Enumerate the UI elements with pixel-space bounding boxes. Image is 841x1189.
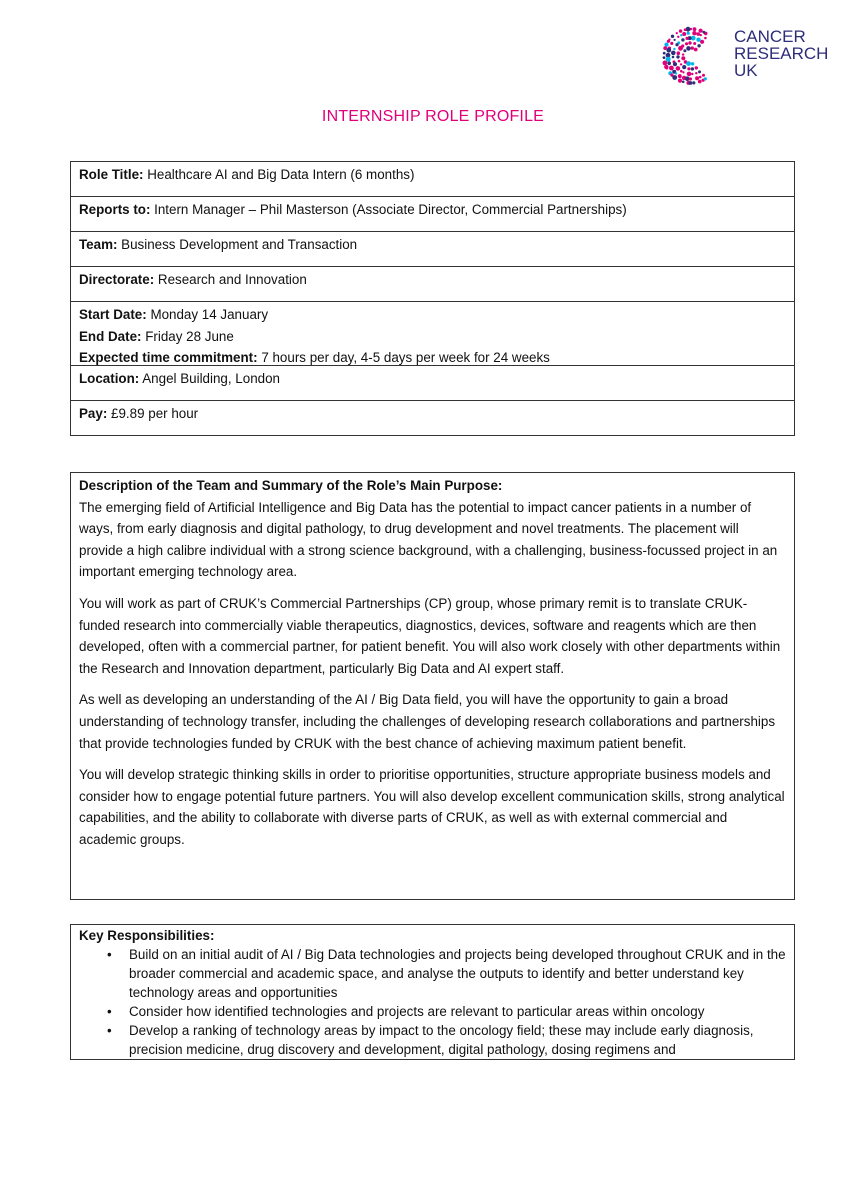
logo-dot bbox=[695, 72, 697, 74]
end-date-value: Friday 28 June bbox=[141, 328, 234, 344]
location-row bbox=[71, 366, 794, 401]
end-date-label: End Date: bbox=[79, 328, 142, 344]
logo-dot bbox=[678, 79, 682, 83]
list-item bbox=[79, 945, 786, 1002]
logo-dot bbox=[698, 70, 701, 73]
logo-dot bbox=[687, 32, 690, 35]
logo-dot bbox=[678, 60, 681, 63]
logo-line-cancer: CANCER bbox=[734, 27, 806, 46]
logo-dot bbox=[687, 72, 692, 77]
logo-dot bbox=[664, 43, 668, 47]
responsibilities-heading: Key Responsibilities: bbox=[79, 928, 215, 943]
logo-dot bbox=[688, 41, 691, 44]
logo-dot bbox=[683, 49, 686, 52]
key-responsibilities-box bbox=[70, 924, 795, 1060]
logo-dot bbox=[702, 31, 705, 34]
responsibilities-list bbox=[79, 945, 786, 1059]
description-paragraph-2: You will work as part of CRUK’s Commercial Partnerships (CP) group, whose primary remit is to translate CRUK-funded research into commercially viable therapeutics, diagnostics, devices, software and reagents which are then developed, often with a commercial partner, for patient benefit. You will also work closely with other departments within the Research and Innovation department, particularly Big Data and AI expert staff. bbox=[79, 595, 781, 676]
pay-label: Pay: bbox=[79, 406, 108, 421]
team-value: Business Development and Transaction bbox=[117, 237, 358, 252]
list-item-text: Consider how identified technologies and projects are relevant to particular areas within oncology bbox=[129, 1004, 705, 1019]
logo-dot bbox=[678, 74, 682, 78]
directorate-row bbox=[71, 267, 794, 302]
logo-dot bbox=[704, 37, 707, 40]
role-title-value: Healthcare AI and Big Data Intern (6 months) bbox=[143, 167, 415, 182]
logo-dot bbox=[666, 57, 671, 62]
logo-dot bbox=[673, 62, 677, 66]
team-row bbox=[71, 232, 794, 267]
role-title-row bbox=[71, 162, 794, 197]
bullet-icon: • bbox=[107, 1004, 112, 1019]
logo-dot bbox=[694, 48, 698, 52]
list-item bbox=[79, 1021, 786, 1059]
logo-dot bbox=[676, 32, 678, 34]
pay-value: £9.89 per hour bbox=[107, 406, 199, 421]
logo-dot bbox=[693, 42, 696, 45]
end-date-line bbox=[79, 326, 786, 348]
reports-to-row bbox=[71, 197, 794, 232]
role-title-label: Role Title: bbox=[79, 167, 144, 182]
logo-dot bbox=[667, 62, 671, 66]
logo-dot bbox=[671, 51, 676, 56]
logo-line-research: RESEARCH bbox=[734, 44, 829, 63]
logo-dot bbox=[680, 34, 682, 36]
logo-dot bbox=[704, 77, 707, 80]
logo-dot bbox=[696, 38, 700, 42]
role-details-table bbox=[70, 161, 795, 436]
start-date-line bbox=[79, 304, 786, 326]
pay-row bbox=[71, 401, 794, 435]
logo-dot bbox=[696, 32, 700, 36]
logo-dot bbox=[691, 67, 694, 70]
logo-dot bbox=[686, 46, 691, 51]
logo-dot bbox=[685, 42, 688, 45]
location-label: Location: bbox=[79, 371, 140, 386]
description-paragraph-1: The emerging field of Artificial Intelligence and Big Data has the potential to impact cancer patients in a number of ways, from early diagnosis and digital pathology, to drug development and novel treatments. The placement will provide a high calibre individual with a strong science background, with a challenging, business-focussed project in an important emerging technology area. bbox=[79, 499, 778, 580]
logo-dot bbox=[702, 74, 705, 77]
description-paragraph-3: As well as developing an understanding of the AI / Big Data field, you will have the opportunity to gain a broad understanding of technology transfer, including the challenges of developing research collaborations and partnerships that provide technologies funded by CRUK with the best chance of achieving maximum patient benefit. bbox=[79, 692, 776, 751]
logo-dot bbox=[679, 29, 682, 32]
reports-to-label: Reports to: bbox=[79, 202, 151, 217]
logo-dot bbox=[678, 46, 683, 51]
role-description-box bbox=[70, 472, 795, 900]
logo-dot bbox=[699, 29, 703, 33]
description-paragraph-4: You will develop strategic thinking skills in order to prioritise opportunities, structure appropriate business models and consider how to engage potential future partners. You will also develop excellent communication skills, strong analytical capabilities, and the ability to collaborate with diverse parts of CRUK, as well as with external commercial and academic groups. bbox=[79, 767, 785, 847]
cruk-logo-text bbox=[734, 28, 828, 79]
logo-dot bbox=[675, 43, 678, 46]
logo-dot bbox=[698, 80, 702, 84]
logo-dot bbox=[691, 73, 693, 75]
logo-dot bbox=[686, 61, 691, 66]
logo-dot bbox=[680, 63, 682, 65]
logo-dot bbox=[667, 40, 670, 43]
team-label: Team: bbox=[79, 237, 118, 252]
directorate-label: Directorate: bbox=[79, 272, 155, 287]
logo-dot bbox=[681, 56, 685, 60]
logo-dot bbox=[692, 81, 695, 84]
dates-row bbox=[71, 302, 794, 366]
logo-dot bbox=[682, 53, 684, 55]
logo-dot bbox=[677, 51, 681, 55]
logo-dot bbox=[684, 28, 687, 31]
logo-dot bbox=[680, 70, 683, 73]
logo-dot bbox=[695, 76, 699, 80]
logo-dot bbox=[676, 55, 679, 58]
logo-dot bbox=[663, 56, 666, 59]
logo-dot bbox=[675, 72, 677, 74]
logo-dot bbox=[691, 46, 694, 49]
logo-dot bbox=[697, 44, 700, 47]
description-heading: Description of the Team and Summary of the Role’s Main Purpose: bbox=[79, 478, 503, 493]
cruk-logo-mark bbox=[655, 26, 727, 86]
logo-dot bbox=[673, 48, 675, 50]
commitment-value: 7 hours per day, 4-5 days per week for 24 weeks bbox=[257, 350, 550, 365]
bullet-icon: • bbox=[107, 947, 112, 962]
location-value: Angel Building, London bbox=[139, 371, 280, 386]
logo-dot bbox=[682, 65, 686, 69]
logo-dot bbox=[693, 27, 697, 31]
logo-dot bbox=[686, 37, 689, 40]
list-item-text: Develop a ranking of technology areas by impact to the oncology field; these may include early diagnosis, precision medicine, drug discovery and development, digital pathology, dosing regimens and bbox=[129, 1023, 754, 1057]
commitment-label: Expected time commitment: bbox=[79, 350, 258, 365]
logo-dot bbox=[689, 81, 693, 85]
bullet-icon: • bbox=[107, 1023, 112, 1038]
logo-dot bbox=[663, 61, 668, 66]
logo-dot bbox=[695, 66, 698, 69]
logo-dot bbox=[686, 27, 691, 32]
logo-dot bbox=[681, 38, 684, 41]
logo-dot bbox=[666, 48, 671, 53]
logo-dot bbox=[669, 66, 674, 71]
logo-dot bbox=[671, 35, 674, 38]
logo-dot bbox=[692, 31, 696, 35]
logo-dot bbox=[672, 56, 675, 59]
list-item bbox=[79, 1002, 786, 1021]
logo-dot bbox=[665, 67, 668, 70]
logo-dot bbox=[689, 77, 692, 80]
logo-dot bbox=[674, 39, 676, 41]
logo-dot bbox=[699, 76, 702, 79]
logo-dot bbox=[677, 36, 679, 38]
logo-dot bbox=[672, 75, 677, 80]
logo-dot bbox=[663, 52, 666, 55]
logo-dot bbox=[676, 66, 681, 71]
logo-dot bbox=[700, 40, 704, 44]
logo-dot bbox=[670, 42, 673, 45]
start-date-value: Monday 14 January bbox=[146, 307, 269, 322]
logo-dot bbox=[682, 81, 685, 84]
cruk-logo bbox=[655, 26, 829, 86]
logo-dot bbox=[682, 71, 684, 73]
list-item-text: Build on an initial audit of AI / Big Data technologies and projects being developed throughout CRUK and in the broader commercial and academic space, and analyse the outputs to identify and better understand key technology areas and opportunities bbox=[129, 947, 786, 1000]
logo-dot bbox=[687, 67, 690, 70]
logo-line-uk: UK bbox=[734, 61, 758, 80]
start-date-label: Start Date: bbox=[79, 307, 147, 322]
logo-dot bbox=[691, 62, 694, 65]
logo-dot bbox=[682, 32, 686, 36]
document-title: INTERNSHIP ROLE PROFILE bbox=[321, 108, 545, 125]
reports-to-value: Intern Manager – Phil Masterson (Associate Director, Commercial Partnerships) bbox=[150, 202, 627, 217]
directorate-value: Research and Innovation bbox=[154, 272, 307, 287]
logo-dot bbox=[663, 46, 667, 50]
